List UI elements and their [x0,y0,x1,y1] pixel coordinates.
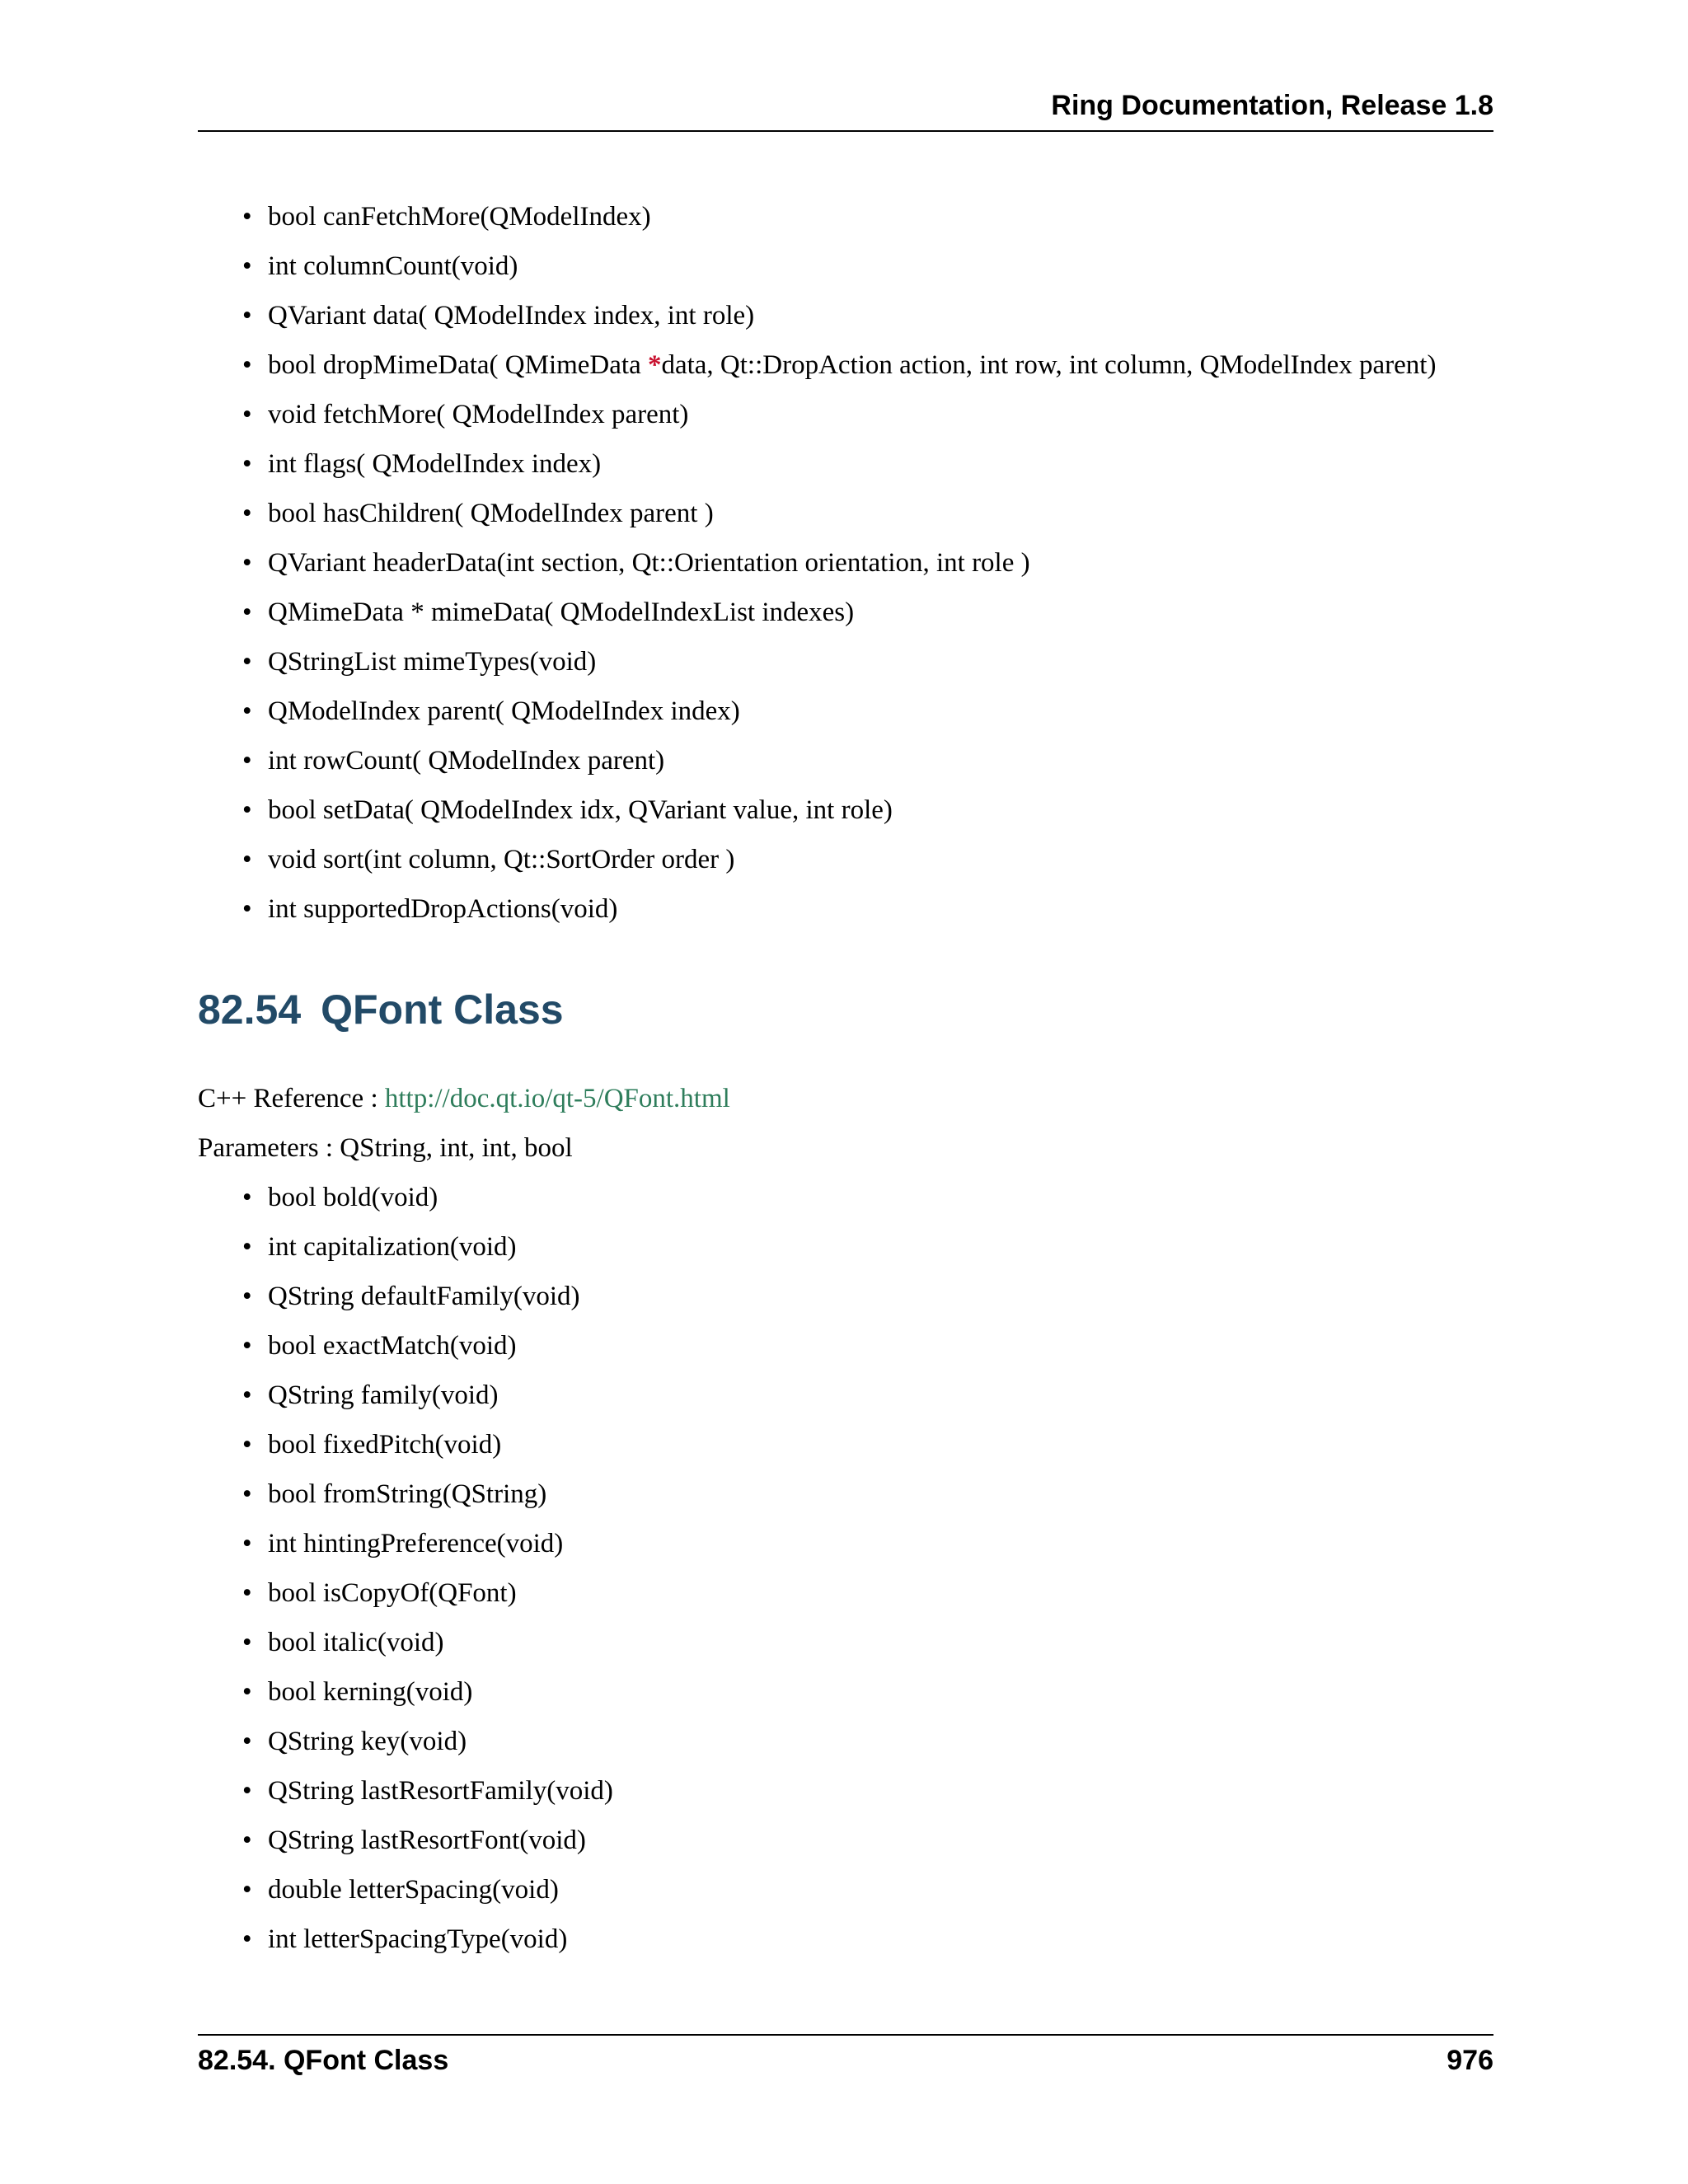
method-item: • QMimeData * mimeData( QModelIndexList indexes) [242,588,1436,637]
method-list-previous-class [242,192,1436,934]
method-item: • QModelIndex parent( QModelIndex index) [242,687,1436,736]
reference-link[interactable]: http://doc.qt.io/qt-5/QFont.html [384,1084,730,1113]
method-item: • void sort(int column, Qt::SortOrder order ) [242,835,1436,884]
method-item: • bool kerning(void) [242,1667,613,1717]
method-item: • bool hasChildren( QModelIndex parent ) [242,489,1436,538]
method-item: • bool setData( QModelIndex idx, QVariant value, int role) [242,785,1436,835]
method-item: • int supportedDropActions(void) [242,884,1436,934]
method-text: data, Qt::DropAction action, int row, int column, QModelIndex parent) [661,350,1437,380]
method-text: bool dropMimeData( QMimeData [268,350,648,380]
method-item: • bool canFetchMore(QModelIndex) [242,192,1436,241]
method-item: • bool isCopyOf(QFont) [242,1568,613,1618]
section-heading [198,981,564,1038]
method-item: • QString lastResortFamily(void) [242,1766,613,1816]
pointer-star: * [647,350,662,380]
running-header [198,92,1493,132]
cpp-reference-line [198,1074,730,1123]
running-footer [198,2034,1493,2085]
section-number: 82.54 [198,987,302,1033]
method-item: • QString family(void) [242,1371,613,1420]
method-item: • QStringList mimeTypes(void) [242,637,1436,687]
reference-label: C++ Reference : [198,1084,385,1113]
method-item: • int letterSpacingType(void) [242,1915,613,1964]
method-list-qfont [242,1173,613,1964]
method-item: • bool bold(void) [242,1173,613,1222]
section-title: QFont Class [321,987,564,1033]
method-item: • int rowCount( QModelIndex parent) [242,736,1436,785]
method-item: • int columnCount(void) [242,241,1436,291]
method-item: • bool fromString(QString) [242,1469,613,1519]
method-item: • void fetchMore( QModelIndex parent) [242,390,1436,439]
method-item: • bool italic(void) [242,1618,613,1667]
method-item: • QString defaultFamily(void) [242,1272,613,1321]
method-item: • QString lastResortFont(void) [242,1816,613,1865]
method-item: • QString key(void) [242,1717,613,1766]
method-item: • QVariant data( QModelIndex index, int role) [242,291,1436,340]
method-item: • int hintingPreference(void) [242,1519,613,1568]
header-title: Ring Documentation, Release 1.8 [1051,90,1493,121]
method-item: • int flags( QModelIndex index) [242,439,1436,489]
footer-section: 82.54. QFont Class [198,2045,449,2076]
method-item: • bool exactMatch(void) [242,1321,613,1371]
method-item: • int capitalization(void) [242,1222,613,1272]
method-item-drop-mime-data [242,340,1436,390]
page-number: 976 [1447,2045,1493,2076]
method-item: • bool fixedPitch(void) [242,1420,613,1469]
method-item: • QVariant headerData(int section, Qt::Orientation orientation, int role ) [242,538,1436,588]
parameters-line: Parameters : QString, int, int, bool [198,1133,573,1163]
method-item: • double letterSpacing(void) [242,1865,613,1915]
